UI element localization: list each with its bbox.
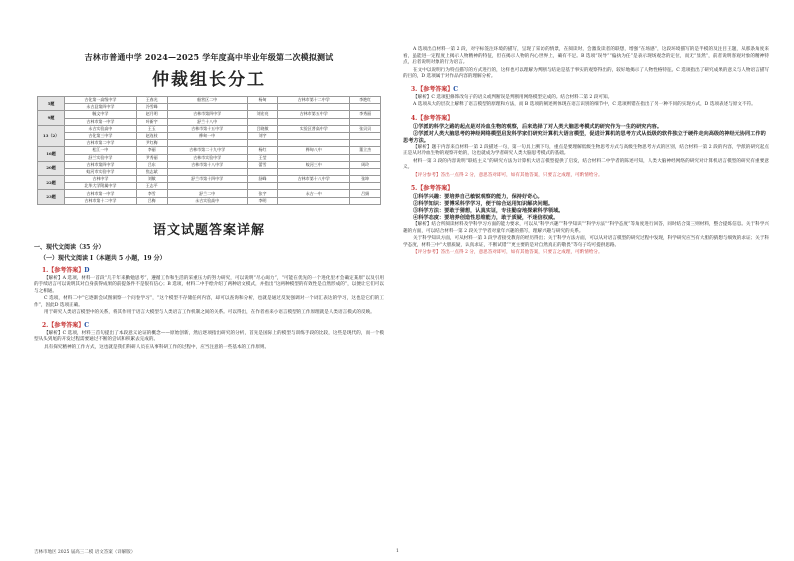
roster-school: 吉林市第四中学 xyxy=(167,111,247,118)
roster-group-label: 13（2） xyxy=(38,125,65,147)
question-1-answer: 1.【参考答案】D xyxy=(42,266,90,274)
roster-leader: 周玲 xyxy=(350,161,381,168)
roster-school: 吉林市第十八中学 xyxy=(167,161,247,168)
roster-school: 吉林市第四中学 xyxy=(65,161,137,168)
right-column xyxy=(403,47,769,258)
roster-row xyxy=(38,147,381,154)
question-5-label: 5.【参考答案】 xyxy=(411,185,454,192)
roster-leader xyxy=(247,168,278,175)
question-4-answer xyxy=(403,124,769,145)
roster-row xyxy=(38,132,381,139)
arbitration-roster-table xyxy=(37,96,381,205)
roster-row xyxy=(38,168,381,175)
roster-school: 永吉实验高中 xyxy=(65,125,137,132)
roster-leader: 李艳红 xyxy=(350,97,381,104)
roster-leader: 吕东 xyxy=(136,161,167,168)
roster-row xyxy=(38,176,381,183)
question-3-answer: 3.【参考答案】C xyxy=(411,85,459,93)
roster-row xyxy=(38,111,381,118)
roster-school: 永吉一中 xyxy=(278,190,350,197)
roster-school xyxy=(278,183,350,190)
roster-leader: 吕梅 xyxy=(136,197,167,204)
roster-leader: 刘敏 xyxy=(136,176,167,183)
answer-point: ①科学兴趣：要培养自己敏锐观察的能力，保持好奇心。 xyxy=(413,194,543,200)
roster-school: 吉林市第二十九中学 xyxy=(167,147,247,154)
section-heading: 一、现代文阅读（35 分） xyxy=(34,243,105,251)
roster-row xyxy=(38,183,381,190)
question-5-explanation xyxy=(403,222,769,249)
question-2-answer: 2.【参考答案】C xyxy=(42,321,90,329)
roster-group-label: 22题 xyxy=(38,176,65,190)
roster-row xyxy=(38,154,381,161)
roster-row xyxy=(38,97,381,104)
roster-leader: 刘宇 xyxy=(247,132,278,139)
roster-school: 蛟河三中 xyxy=(278,161,350,168)
roster-row xyxy=(38,118,381,125)
roster-leader: 王春光 xyxy=(136,97,167,104)
roster-school: 北华大学附属中学 xyxy=(65,183,137,190)
answer-title: 语文试题答案详解 xyxy=(152,222,265,238)
roster-school: 吉林市第一中学 xyxy=(65,118,137,125)
roster-leader: 尹秀丽 xyxy=(136,154,167,161)
roster-leader xyxy=(247,104,278,111)
roster-school: 吉化第一高级中学 xyxy=(65,97,137,104)
exam-subtitle: 吉林市普通中学 2024—2025 学年度高中毕业年级第二次模拟测试 xyxy=(84,52,334,62)
roster-school: 吉林市第十八中学 xyxy=(278,176,350,183)
roster-leader: 刘宏亮 xyxy=(247,111,278,118)
roster-leader: 张坤 xyxy=(350,176,381,183)
roster-school xyxy=(278,104,350,111)
roster-school xyxy=(167,140,247,147)
roster-leader: 尹红梅 xyxy=(136,140,167,147)
roster-school: 松江一中 xyxy=(65,147,137,154)
answer-point: ④科学态度：要培养创造性思维能力，敢于质疑，不迷信权威。 xyxy=(413,215,559,221)
explanation-paragraph: 关于科学知识方面，可从材料一第 3 段学者接受教育的经历得出；关于科学方法方面，可以从对语言模型的研究过程中发现，科学研究应当有大胆的猜想与细致的求证；关于科学态度，材料三中“大胆质疑，认真求证，不断试错”“更主要的是对自然真正的敬畏”等句子均可提供思路。 xyxy=(403,236,769,248)
roster-group-label: 5题 xyxy=(38,97,65,111)
roster-leader xyxy=(247,140,278,147)
roster-leader: 王莹 xyxy=(247,154,278,161)
explanation-paragraph: C 选项，材料二中“它逐渐会试图洞察一个问卷学习”，“这个模型不存储任何内容，却可以查询和分析，也就是通过反复强调对一个词汇表达的学习，这也是它们的工作”，因此D 选项正确。 xyxy=(34,296,384,308)
footer-text: 吉林市地区 2025 届高三二模 语文答案（详解版） xyxy=(34,550,136,555)
roster-school: 船营区二中 xyxy=(167,97,247,104)
roster-leader: 董立杰 xyxy=(350,147,381,154)
roster-school: 吉林市第五中学 xyxy=(278,111,350,118)
roster-leader xyxy=(247,183,278,190)
roster-school: 桦甸八中 xyxy=(278,147,350,154)
roster-school: 永吉实验高中 xyxy=(167,197,247,204)
explanation-paragraph: 具有探究精神的工作方式，这也就是我们科研人员在从事科研工作的过程中，应当注意的一些基本的工作原则。 xyxy=(44,344,270,350)
roster-school: 吉林市第一中学 xyxy=(65,190,137,197)
roster-leader: 赵月明 xyxy=(136,111,167,118)
roster-row xyxy=(38,125,381,132)
roster-leader: 李丽 xyxy=(136,147,167,154)
left-column xyxy=(34,52,384,352)
roster-group-label: 23题 xyxy=(38,190,65,204)
roster-school: 吉林市第十五中学 xyxy=(167,125,247,132)
explanation-paragraph: 【解析】结合所阅读材料及学科学习方面的能力要求，可以从“科学兴趣”“科学知识”“科学方法”“科学态度”等角度进行回答，同时结合第三则材料，整合提炼信息。关于科学兴趣的方面，可以结合材料一第 2 段关于学者对童年兴趣的描写，理解兴趣与研究的关系。 xyxy=(403,222,769,234)
explanation-paragraph: 【解析】C 选项，材料三首句提出了本段意义论证的概念——原始创新，然后逐项指出研究的分析，首先是国际上的模型与训练手段的比较，这些是现代的，而一个模型从头到尾的开发过程需要通过不断的尝试和积累去完成的。 xyxy=(34,330,384,343)
question-5-answer xyxy=(403,194,769,222)
roster-title: 仲裁组长分工 xyxy=(152,70,266,90)
roster-school xyxy=(167,183,247,190)
roster-leader: 李秀丽 xyxy=(350,111,381,118)
roster-school: 舒兰十八中 xyxy=(167,118,247,125)
roster-leader: 赵连枝 xyxy=(136,132,167,139)
roster-school xyxy=(278,168,350,175)
roster-row xyxy=(38,190,381,197)
roster-leader: 王玉 xyxy=(136,125,167,132)
roster-leader: 张贝贝 xyxy=(350,125,381,132)
question-4-explanation xyxy=(403,145,769,172)
roster-school: 实验区普高中学 xyxy=(278,125,350,132)
explanation-paragraph: A 选项出自材料一第 2 段，对字标签注环境的描写，呈现了采访的情景，在阅读时，会激发读者的联想，增强“在场感”，这段环境描写的是半模的及注目王题，从那条角度来看，虽能进一定程度上揭示人物精神的特征，但在揭示人物的内心世界上，确有不足。B 选项“误导”“偏执为任”是表示现场观念的定位，而无“显然”，前者说明客观对象的精神特点，后者说明对象的行为语言。 xyxy=(403,47,769,65)
answer-point: ②学派对人类大脑思考的神经网络模型启发科学家们研究计算机大语言模型，促进计算机的思考方式从低级的软件独立于硬件走向高级的神经元协同工作的思考方法。 xyxy=(403,130,766,144)
explanation-paragraph: 在文中以说明行为特点描写的方式进行的，这样也可以理解为判断与结论是基于事实的观察得出的，较好地揭示了人物性格特征。C 选项指出了研究成果的意义与人物语言描写的目的，D 选项属于对作品内容的理解分析。 xyxy=(403,67,769,79)
explanation-paragraph: 【解析】题干内容来自材料一第 2 段描述一句，第一句具上溯下句，重点是要理解低级生物思考方式与高级生物思考方式的区别，结合材料一第 2 段的内容，学派的研究起点正是从对冷血生物的观察开始的，这也就成为学者研究人类大脑思考模式的基础。 xyxy=(403,144,769,156)
explanation-paragraph: 【解析】A 选项，材料一首段“几千年来勤勉思考”，遵循工作和生活的采重压力的努力研究，可以说明“尽心竭力”，“可能在优先的一个进化里才会确定某原”以及引用的手续语言可以说明其对自身获得成果的前提条件不是很有信心；B 选项，材料二中手绘介绍了两种语文模式，并指出“这两种模型的有效性是自然形成的”，以便让它们可以与之相通。 xyxy=(34,275,384,294)
roster-leader: 张宇 xyxy=(247,190,278,197)
roster-school xyxy=(167,168,247,175)
roster-school: 吉林中学 xyxy=(65,176,137,183)
roster-leader xyxy=(247,118,278,125)
page-number: 1 xyxy=(396,549,399,554)
roster-school xyxy=(278,154,350,161)
roster-leader: 蕾雪 xyxy=(247,161,278,168)
roster-row xyxy=(38,197,381,204)
roster-school xyxy=(278,197,350,204)
roster-school: 吉化第三中学 xyxy=(65,132,137,139)
roster-row xyxy=(38,140,381,147)
roster-leader xyxy=(350,132,381,139)
roster-leader: 吕娟 xyxy=(350,190,381,197)
question-4-label: 4.【参考答案】 xyxy=(411,114,454,122)
roster-school: 舒兰实验中学 xyxy=(65,154,137,161)
roster-leader: 舒峰 xyxy=(247,176,278,183)
roster-school xyxy=(278,132,350,139)
roster-school: 吉林市实验中学 xyxy=(167,154,247,161)
question-2-explanation xyxy=(34,331,384,352)
roster-row xyxy=(38,104,381,111)
answer-point: ③科学方法：要敢于猜想，认真实证，专注勤奋地探索科学领域。 xyxy=(413,208,564,214)
continued-explanation xyxy=(403,47,769,81)
explanation-paragraph: 材料一第 3 段的内容说明“联结主义”的研究方法为计算机大语言模型提供了启发，结合材料二中学者的陈述可知，人类大脑神经网络的研究对计算机语言模型的研究有重要意义。 xyxy=(403,158,769,170)
roster-leader xyxy=(350,118,381,125)
roster-school: 舒兰市第十四中学 xyxy=(167,176,247,183)
roster-row xyxy=(38,161,381,168)
roster-group-label: 20题 xyxy=(38,161,65,175)
explanation-paragraph: 用于研究人类语言模型中的关系，将其作用于语言大模型与人类语言工作机制之间的关系。可以得出，在作者看来小语言模型的工作原理就是人类语言模式的反映。 xyxy=(44,310,375,316)
roster-school: 永吉县第四中学 xyxy=(65,104,137,111)
question-3-explanation xyxy=(403,95,769,109)
explanation-paragraph: A 选项从大的层次上解释了语言模型的原理和方法，而 B 选项的阐述则体现在语言识别的细节中，C 选项则错在指出了另一种不同的实现方式，D 选项表述与原文不符。 xyxy=(413,102,756,107)
roster-school: 吉林市第十二中学 xyxy=(278,97,350,104)
roster-leader xyxy=(350,104,381,111)
roster-leader: 李雪 xyxy=(136,190,167,197)
roster-leader: 冷雪峰 xyxy=(136,104,167,111)
roster-leader: 杨红 xyxy=(247,147,278,154)
roster-school: 吉林市第十二中学 xyxy=(65,197,137,204)
roster-leader: 李明 xyxy=(247,197,278,204)
roster-school: 吉林市第二中学 xyxy=(65,140,137,147)
answer-point: ①学派的科学之路的起点是对冷血生物的观察，后来选择了对人类大脑思考模式的研究作为一生的研究内容。 xyxy=(413,123,663,130)
roster-leader xyxy=(350,197,381,204)
roster-school: 蛟河市实验中学 xyxy=(65,168,137,175)
roster-school: 舒兰二中 xyxy=(167,190,247,197)
roster-group-label: 9题 xyxy=(38,111,65,125)
roster-leader: 叶新宇 xyxy=(136,118,167,125)
roster-leader xyxy=(350,154,381,161)
roster-school: 桦甸一中 xyxy=(167,132,247,139)
explanation-paragraph: 【解析】C 选项犯修饰改句子的语义或判断误是判断用网络模型完成的。结合材料二第 2 段可知。 xyxy=(413,94,613,100)
roster-leader: 吕晓敏 xyxy=(247,125,278,132)
roster-leader: 杨甸 xyxy=(247,97,278,104)
roster-school xyxy=(278,118,350,125)
question-5-scoring-note: 【评分参考】答出一点得 2 分，意思答对即可，如有其他答案，只要言之成理，可酌情给分。 xyxy=(413,250,603,255)
roster-school xyxy=(278,140,350,147)
roster-leader xyxy=(350,168,381,175)
roster-leader: 王志平 xyxy=(136,183,167,190)
roster-group-label: 16题 xyxy=(38,147,65,161)
question-1-explanation xyxy=(34,276,384,317)
roster-leader xyxy=(350,183,381,190)
roster-leader: 焦志斌 xyxy=(136,168,167,175)
roster-leader xyxy=(350,140,381,147)
subsection-heading: （一）现代文阅读 I（本题共 5 小题，19 分） xyxy=(40,254,166,262)
question-4-scoring-note: 【评分参考】答出一点得 2 分，意思答对即可，如有其他答案，只要言之成理，可酌情给分。 xyxy=(413,172,603,178)
roster-school xyxy=(167,104,247,111)
answer-point: ②科学知识：要博采科学学习，便于综合运用知识解决问题。 xyxy=(413,201,554,207)
roster-school: 毓文中学 xyxy=(65,111,137,118)
